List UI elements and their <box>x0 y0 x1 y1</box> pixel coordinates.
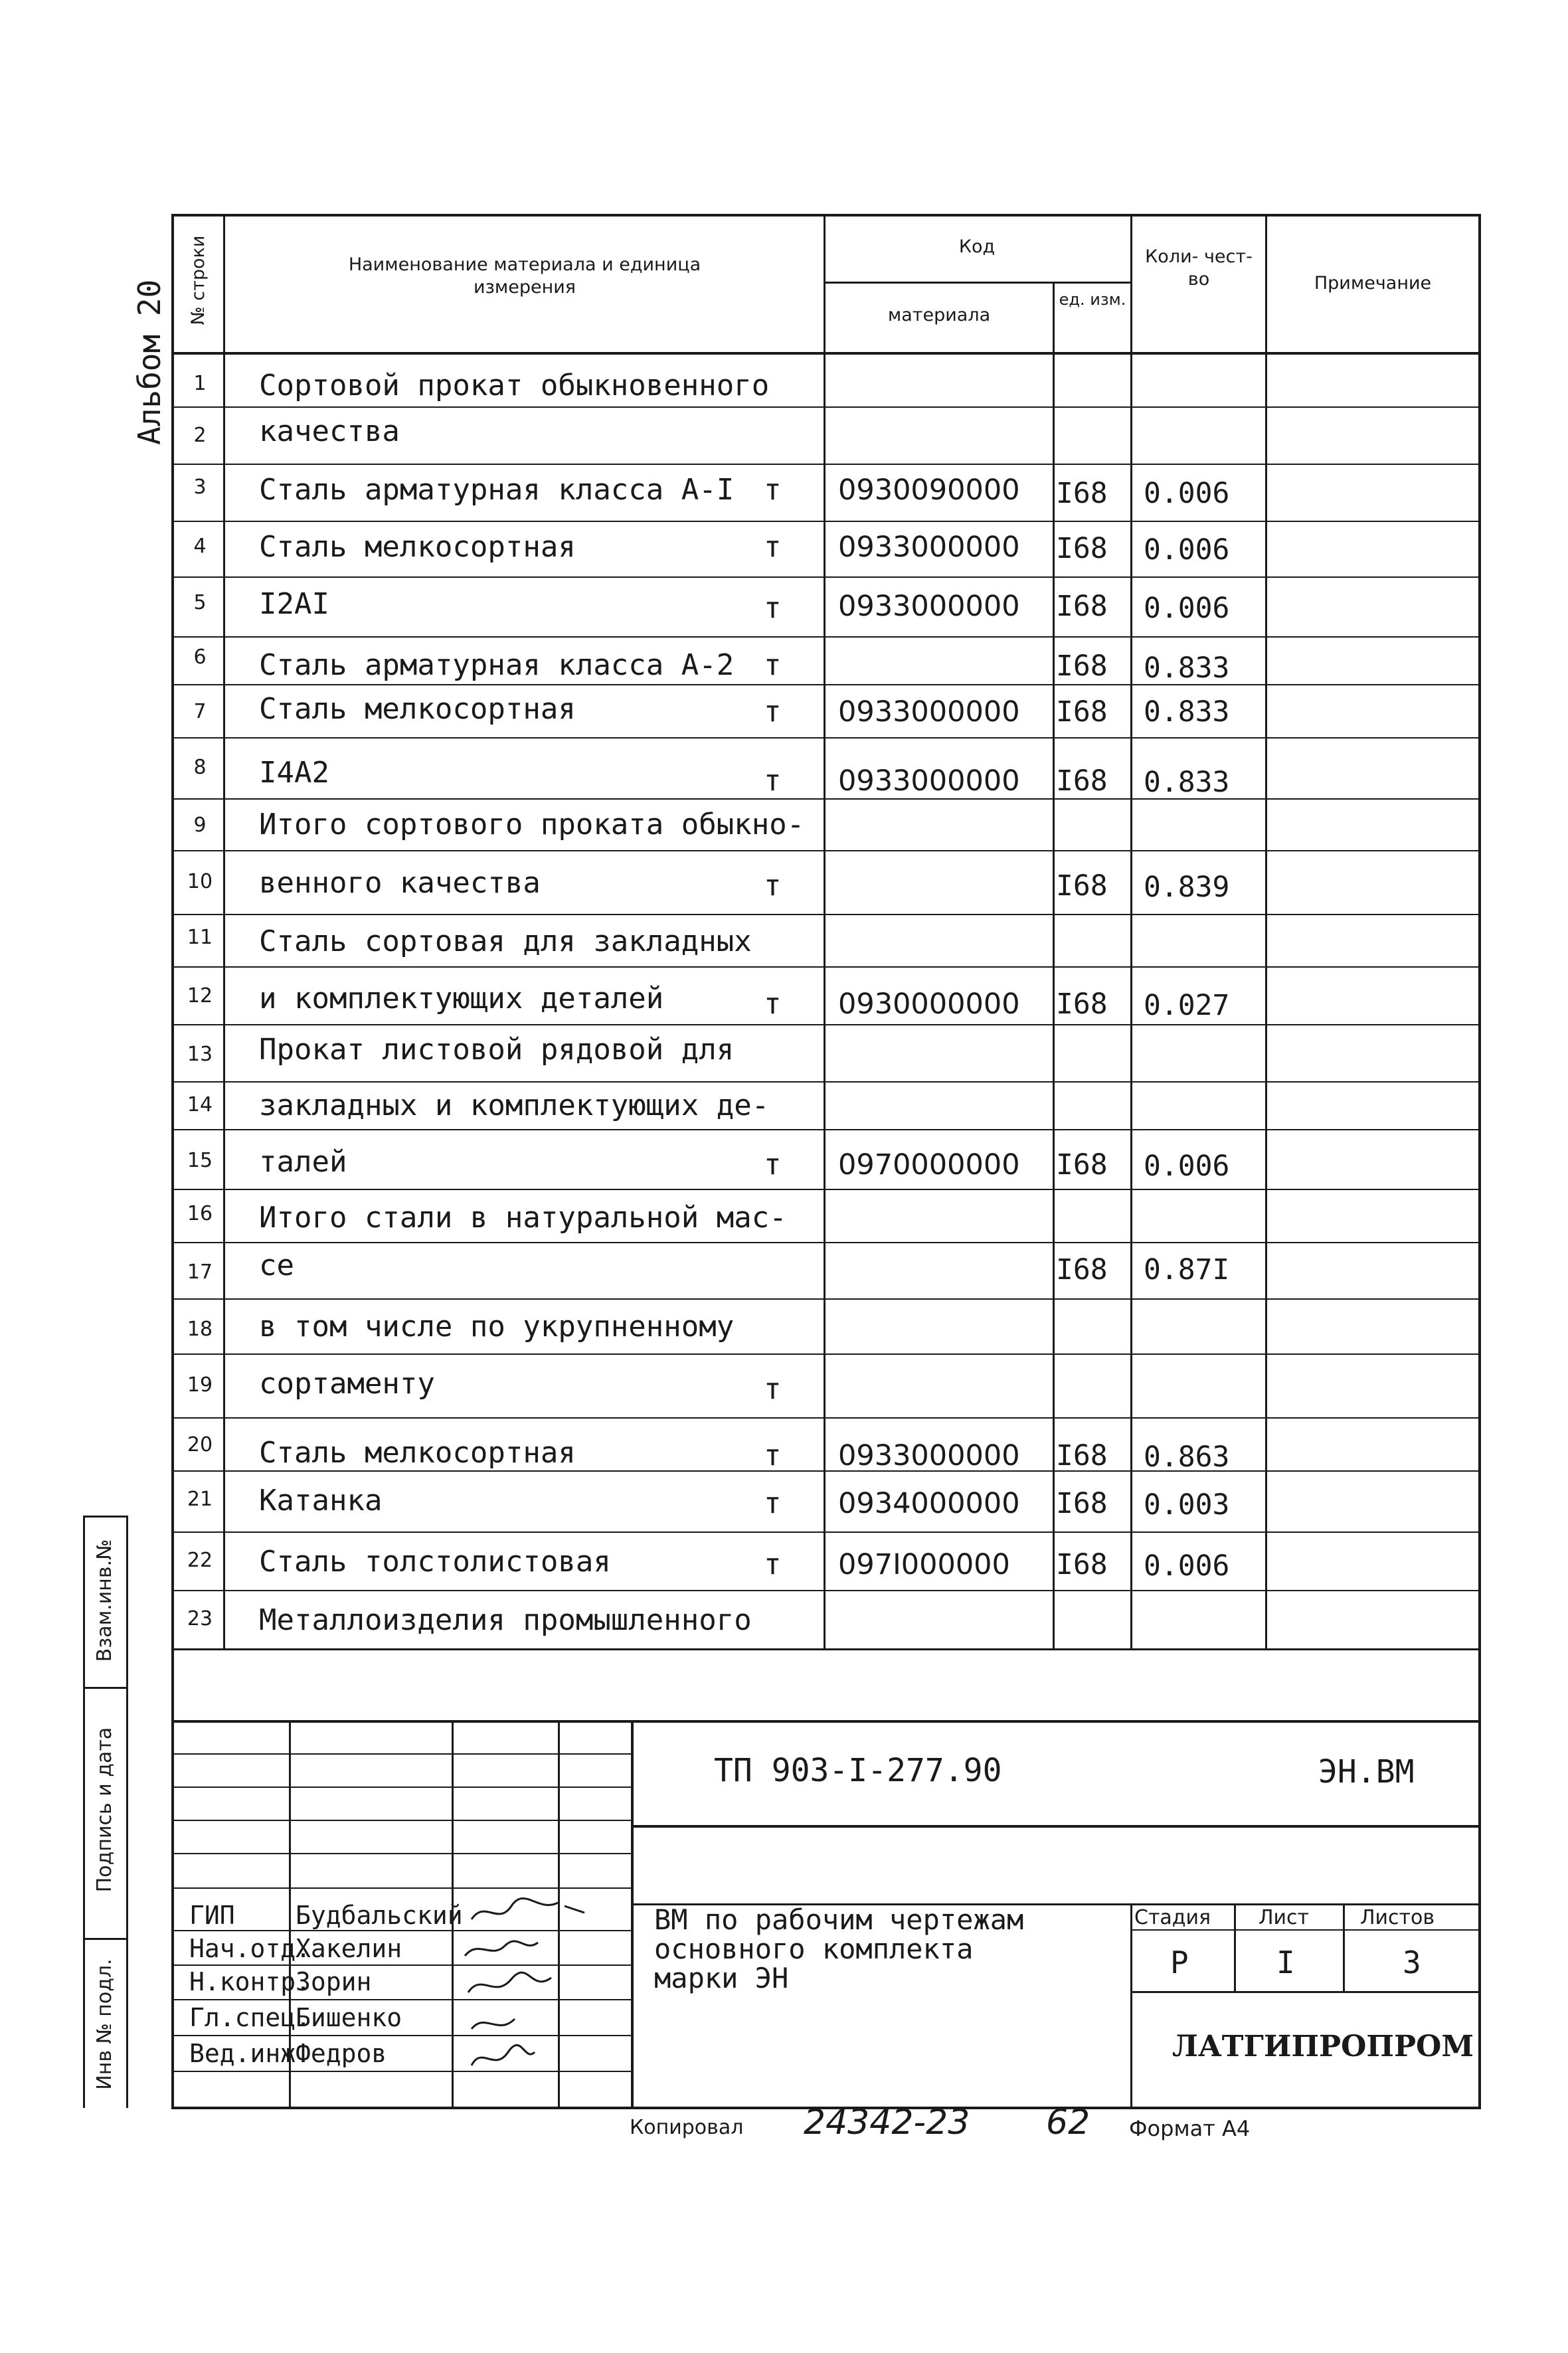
row-number: 1 <box>193 372 207 395</box>
staff-name: Бишенко <box>296 2003 402 2032</box>
row-material-code: 0930000000 <box>838 988 1020 1021</box>
side-stamp-vzam: Взам.инв.№ <box>93 1539 116 1662</box>
row-number: 21 <box>187 1488 213 1511</box>
row-material-code: 0933000000 <box>838 695 1020 729</box>
row-quantity: 0.006 <box>1144 533 1230 566</box>
row-material-code: 0970000000 <box>838 1148 1020 1181</box>
row-number: 16 <box>187 1202 213 1225</box>
stage-value: Р <box>1170 1945 1189 1980</box>
row-material-code: 097I000000 <box>838 1548 1010 1581</box>
row-unit: т <box>764 530 782 564</box>
row-unit-code: I68 <box>1056 695 1108 729</box>
row-number: 11 <box>187 926 213 949</box>
row-number: 5 <box>193 591 207 614</box>
row-number: 22 <box>187 1549 213 1572</box>
side-stamp-podpis: Подпись и дата <box>93 1727 116 1893</box>
staff-role: Нач.отд. <box>189 1934 311 1963</box>
row-material-name: Сталь арматурная класса А-2 <box>259 648 735 682</box>
row-material-name: качества <box>259 414 400 448</box>
row-material-name: закладных и комплектующих де- <box>259 1089 770 1122</box>
row-quantity: 0.006 <box>1144 1150 1230 1183</box>
row-material-name: венного качества <box>259 866 541 900</box>
row-unit: т <box>764 1486 782 1520</box>
header-row-number: № строки <box>188 235 209 325</box>
row-material-name: сортаменту <box>259 1367 435 1401</box>
staff-name: Федров <box>296 2039 387 2068</box>
doc-code: ТП 903-I-277.90 <box>714 1752 1002 1789</box>
row-material-name: Сталь толстолистовая <box>259 1545 611 1579</box>
row-number: 3 <box>193 476 207 499</box>
row-quantity: 0.027 <box>1144 989 1230 1022</box>
row-number: 20 <box>187 1433 213 1456</box>
row-unit: т <box>764 1372 782 1406</box>
row-unit: т <box>764 648 782 682</box>
row-quantity: 0.863 <box>1144 1440 1230 1474</box>
row-material-name: и комплектующих деталей <box>259 982 664 1015</box>
row-unit: т <box>764 987 782 1021</box>
doc-description-line: ВМ по рабочим чертежам <box>654 1903 1024 1936</box>
album-label: Альбом 20 <box>131 279 167 445</box>
row-material-code: 0930090000 <box>838 474 1020 507</box>
row-material-code: 0933000000 <box>838 764 1020 798</box>
row-unit-code: I68 <box>1056 477 1108 510</box>
row-number: 19 <box>187 1373 213 1397</box>
row-unit-code: I68 <box>1056 988 1108 1021</box>
row-unit-code: I68 <box>1056 1439 1108 1472</box>
row-material-name: талей <box>259 1145 347 1179</box>
row-quantity: 0.839 <box>1144 871 1230 904</box>
row-material-name: Итого сортового проката обыкно- <box>259 808 805 841</box>
staff-role: ГИП <box>189 1901 235 1930</box>
doc-description-line: основного комплекта <box>654 1933 974 1965</box>
footer-format: Формат А4 <box>1129 2116 1251 2141</box>
staff-role: Н.контр. <box>189 1967 311 1996</box>
row-number: 10 <box>187 870 213 893</box>
row-quantity: 0.833 <box>1144 652 1230 685</box>
row-number: 7 <box>193 700 207 723</box>
row-material-code: 0933000000 <box>838 590 1020 623</box>
sheets-value: 3 <box>1403 1945 1421 1980</box>
row-material-name: I2AI <box>259 587 329 621</box>
header-note: Примечание <box>1314 273 1432 294</box>
row-material-name: Катанка <box>259 1484 383 1518</box>
sheet-label: Лист <box>1259 1906 1310 1929</box>
row-unit-code: I68 <box>1056 532 1108 565</box>
row-material-code: 0933000000 <box>838 1439 1020 1472</box>
row-material-name: Сталь арматурная класса А-I <box>259 473 735 507</box>
header-quantity: Коли- чест- во <box>1145 246 1253 290</box>
row-material-name: в том числе по укрупненному <box>259 1310 735 1344</box>
row-unit: т <box>764 1148 782 1181</box>
row-unit: т <box>764 1547 782 1581</box>
staff-name: Будбальский <box>296 1901 463 1930</box>
header-material-name: Наименование материала и единица измерения <box>348 254 701 298</box>
staff-name: Хакелин <box>296 1934 402 1963</box>
row-number: 6 <box>193 646 207 669</box>
staff-name: Зорин <box>296 1967 372 1996</box>
row-number: 9 <box>193 814 207 837</box>
row-number: 2 <box>193 424 207 447</box>
row-quantity: 0.833 <box>1144 766 1230 799</box>
footer-copied: Копировал <box>630 2116 744 2139</box>
row-unit-code: I68 <box>1056 1253 1108 1286</box>
row-material-name: I4A2 <box>259 756 329 790</box>
row-number: 18 <box>187 1318 213 1341</box>
sheet-value: I <box>1276 1945 1295 1980</box>
row-material-name: се <box>259 1249 294 1282</box>
row-material-code: 0933000000 <box>838 531 1020 564</box>
doc-mark: ЭН.ВМ <box>1318 1753 1415 1790</box>
side-stamp-inv: Инв № подл. <box>93 1959 116 2090</box>
row-material-name: Сталь мелкосортная <box>259 1436 576 1470</box>
row-unit: т <box>764 473 782 507</box>
row-unit-code: I68 <box>1056 869 1108 903</box>
row-quantity: 0.003 <box>1144 1488 1230 1522</box>
row-material-name: Сталь мелкосортная <box>259 530 576 564</box>
staff-role: Гл.спец. <box>189 2003 311 2032</box>
signature-marks <box>458 1893 631 2092</box>
row-material-code: 0934000000 <box>838 1487 1020 1520</box>
row-unit: т <box>764 1438 782 1472</box>
row-unit: т <box>764 591 782 625</box>
staff-role: Вед.инж. <box>189 2039 311 2068</box>
row-quantity: 0.87I <box>1144 1253 1230 1286</box>
row-unit-code: I68 <box>1056 590 1108 623</box>
row-unit-code: I68 <box>1056 764 1108 798</box>
sheets-label: Листов <box>1360 1906 1435 1929</box>
row-material-name: Итого стали в натуральной мас- <box>259 1201 787 1235</box>
row-number: 15 <box>187 1149 213 1172</box>
row-unit-code: I68 <box>1056 650 1108 683</box>
row-quantity: 0.833 <box>1144 695 1230 729</box>
row-material-name: Сортовой прокат обыкновенного <box>259 369 770 402</box>
organization: ЛАТГИПРОПРОМ <box>1172 2030 1474 2063</box>
row-quantity: 0.006 <box>1144 477 1230 510</box>
row-quantity: 0.006 <box>1144 592 1230 625</box>
row-material-name: Сталь мелкосортная <box>259 692 576 726</box>
row-number: 17 <box>187 1261 213 1284</box>
row-unit: т <box>764 695 782 729</box>
row-material-name: Сталь сортовая для закладных <box>259 924 752 958</box>
footer-page: 62 <box>1046 2103 1090 2142</box>
row-unit: т <box>764 869 782 903</box>
row-number: 8 <box>193 756 207 779</box>
row-number: 23 <box>187 1607 213 1630</box>
row-unit-code: I68 <box>1056 1487 1108 1520</box>
row-number: 12 <box>187 984 213 1007</box>
header-code-material: материала <box>887 305 991 325</box>
row-material-name: Прокат листовой рядовой для <box>259 1033 735 1067</box>
header-code-unit: ед. изм. <box>1059 290 1126 309</box>
doc-description-line: марки ЭН <box>654 1962 789 1994</box>
row-unit: т <box>764 764 782 798</box>
row-unit-code: I68 <box>1056 1148 1108 1181</box>
footer-number: 24342-23 <box>804 2103 970 2142</box>
row-material-name: Металлоизделия промышленного <box>259 1603 752 1637</box>
row-quantity: 0.006 <box>1144 1549 1230 1583</box>
stage-label: Стадия <box>1134 1906 1211 1929</box>
row-number: 4 <box>193 535 207 558</box>
header-code: Код <box>958 236 996 257</box>
row-number: 13 <box>187 1043 213 1066</box>
row-number: 14 <box>187 1093 213 1116</box>
row-unit-code: I68 <box>1056 1548 1108 1581</box>
